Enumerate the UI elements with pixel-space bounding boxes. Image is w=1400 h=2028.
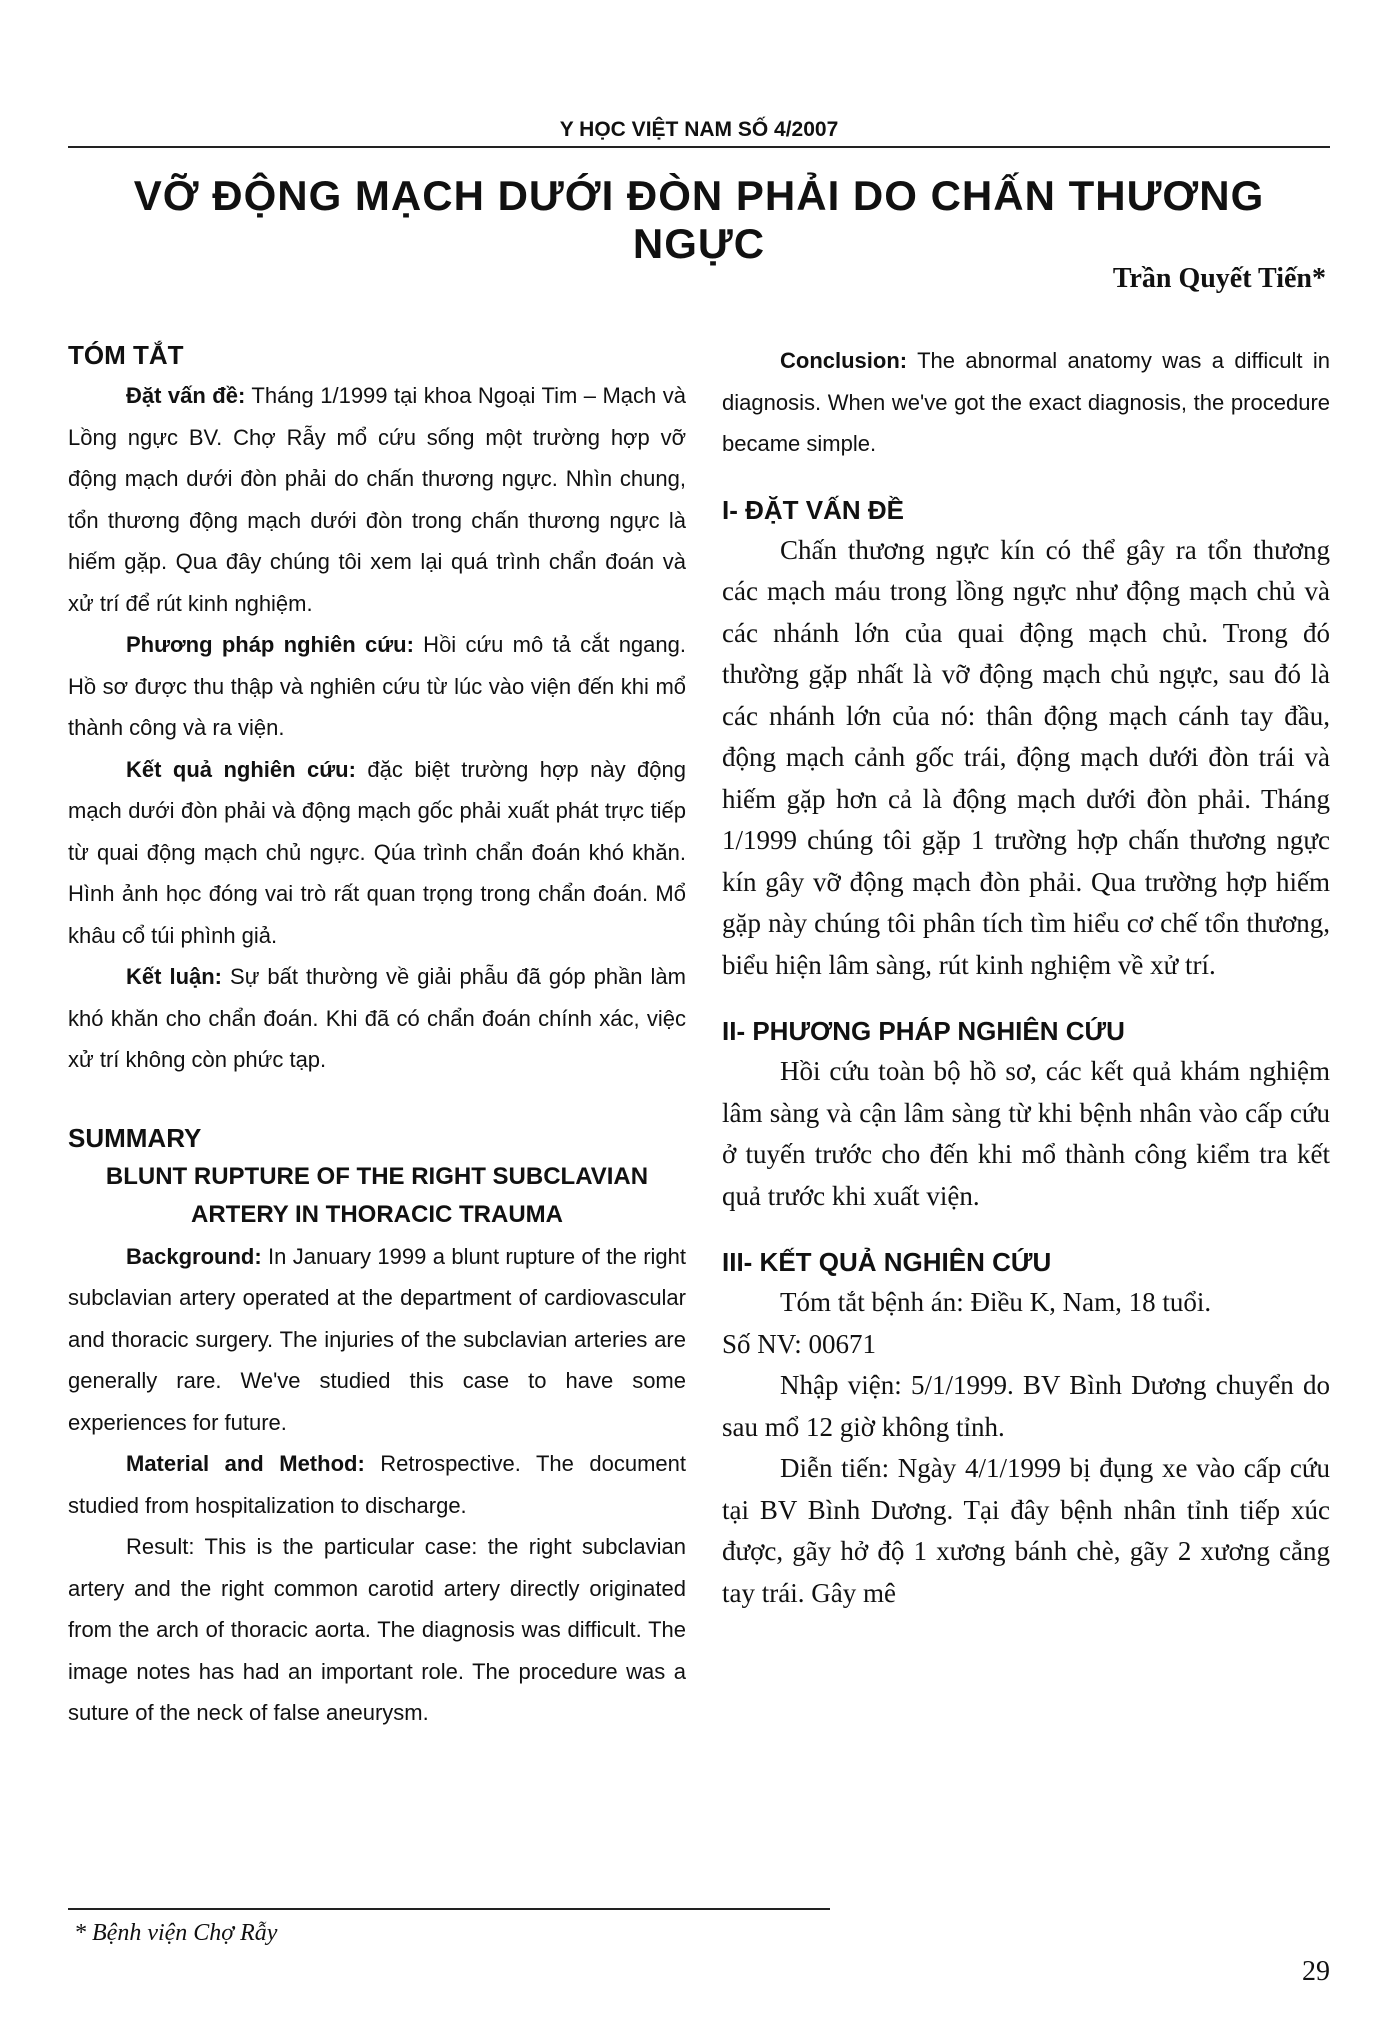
section-paragraph: Hồi cứu toàn bộ hồ sơ, các kết quả khám nghiệm lâm sàng và cận lâm sàng từ khi bệnh nhân vào cấp cứu ở tuyến trước cho đến khi mổ thành công kiểm tra kết quả trước khi xuất viện. — [722, 1056, 1330, 1211]
tomtat-label: Phương pháp nghiên cứu: — [126, 632, 414, 657]
tomtat-paragraph — [68, 624, 686, 749]
tomtat-label: Đặt vấn đề: — [126, 383, 246, 408]
tomtat-paragraph — [68, 956, 686, 1081]
summary-subtitle: BLUNT RUPTURE OF THE RIGHT SUBCLAVIAN ARTERY IN THORACIC TRAUMA — [105, 1162, 649, 1228]
tomtat-text: đặc biệt trường hợp này động mạch dưới đòn phải và động mạch gốc phải xuất phát trực tiếp từ quai động mạch chủ ngực. Qúa trình chẩn đoán khó khăn. Hình ảnh học đóng vai trò rất quan trọng trong chẩn đoán. Mổ khâu cổ túi phình giả. — [68, 756, 686, 948]
right-column — [722, 340, 1330, 1614]
section-paragraph: Nhập viện: 5/1/1999. BV Bình Dương chuyển do sau mổ 12 giờ không tỉnh. — [722, 1370, 1330, 1442]
section-heading: II- PHƯƠNG PHÁP NGHIÊN CỨU — [722, 1016, 1125, 1046]
tomtat-label: Kết luận: — [126, 964, 223, 989]
summary-text: In January 1999 a blunt rupture of the right subclavian artery operated at the department of cardiovascular and thoracic surgery. The injuries of the subclavian arteries are generally rare. We've studied this case to have some experiences for future. — [68, 1243, 686, 1435]
left-column — [68, 340, 686, 1734]
summary-paragraph — [722, 340, 1330, 465]
tomtat-text: Hồi cứu mô tả cắt ngang. Hồ sơ được thu thập và nghiên cứu từ lúc vào viện đến khi mổ thành công và ra viện. — [68, 632, 686, 740]
summary-label: Conclusion: — [780, 348, 908, 373]
summary-paragraph — [68, 1236, 686, 1444]
summary-label: Background: — [126, 1243, 262, 1269]
article-title: VỠ ĐỘNG MẠCH DƯỚI ĐÒN PHẢI DO CHẤN THƯƠNG NGỰC — [133, 172, 1265, 267]
summary-text: Retrospective. The document studied from hospitalization to discharge. — [68, 1451, 686, 1518]
section-paragraph: Chấn thương ngực kín có thể gây ra tổn thương các mạch máu trong lồng ngực như động mạch chủ và các nhánh lớn của quai động mạch chủ. Trong đó thường gặp nhất là vỡ động mạch chủ ngực, sau đó là các nhánh lớn của nó: thân động mạch cánh tay đầu, động mạch cảnh gốc trái, động mạch dưới đòn trái và hiếm gặp hơn cả là động mạch dưới đòn phải. Tháng 1/1999 chúng tôi gặp 1 trường hợp chấn thương ngực kín gây vỡ động mạch đòn phải. Qua trường hợp hiếm gặp này chúng tôi phân tích tìm hiểu cơ chế tổn thương, biểu hiện lâm sàng, rút kinh nghiệm về xử trí. — [722, 534, 1330, 980]
footnote: * Bệnh viện Chợ Rẫy — [74, 1920, 278, 1946]
summary-paragraph — [68, 1526, 686, 1734]
section-paragraph: Diễn tiến: Ngày 4/1/1999 bị đụng xe vào cấp cứu tại BV Bình Dương. Tại đây bệnh nhân tỉnh tiếp xúc được, gãy hở độ 1 xương bánh chè, gãy 2 xương cẳng tay trái. Gây mê — [722, 1453, 1330, 1608]
author-name: Trần Quyết Tiến* — [1112, 263, 1326, 294]
summary-heading: SUMMARY — [68, 1122, 202, 1153]
summary-paragraph — [68, 1443, 686, 1526]
summary-text: The abnormal anatomy was a difficult in diagnosis. When we've got the exact diagnosis, the procedure became simple. — [722, 348, 1330, 456]
tomtat-label: Kết quả nghiên cứu: — [126, 756, 356, 782]
tomtat-text: Sự bất thường về giải phẫu đã góp phần làm khó khăn cho chẩn đoán. Khi đã có chẩn đoán chính xác, việc xử trí không còn phức tạp. — [68, 964, 686, 1072]
tomtat-heading: TÓM TẮT — [68, 340, 184, 370]
section-heading: I- ĐẶT VẤN ĐỀ — [722, 494, 904, 525]
summary-text: This is the particular case: the right subclavian artery and the right common carotid artery directly originated from the arch of thoracic aorta. The diagnosis was difficult. The image notes has had an important role. The procedure was a suture of the neck of false aneurysm. — [68, 1534, 686, 1725]
tomtat-text: Tháng 1/1999 tại khoa Ngoại Tim – Mạch và Lồng ngực BV. Chợ Rẫy mổ cứu sống một trường hợp vỡ động mạch dưới đòn phải do chấn thương ngực. Nhìn chung, tổn thương động mạch dưới đòn trong chấn thương ngực là hiếm gặp. Qua đây chúng tôi xem lại quá trình chẩn đoán và xử trí để rút kinh nghiệm. — [68, 383, 686, 616]
section-paragraph: Tóm tắt bệnh án: Điều K, Nam, 18 tuổi. — [780, 1287, 1212, 1317]
summary-label: Result: — [126, 1534, 195, 1559]
tomtat-paragraph — [68, 749, 686, 957]
section-paragraph: Số NV: 00671 — [722, 1328, 877, 1359]
summary-label: Material and Method: — [126, 1451, 365, 1476]
page-number: 29 — [1302, 1956, 1330, 1987]
journal-header: Y HỌC VIỆT NAM SỐ 4/2007 — [68, 118, 1330, 148]
section-heading: III- KẾT QUẢ NGHIÊN CỨU — [722, 1247, 1052, 1277]
footnote-divider — [68, 1908, 830, 1910]
tomtat-paragraph — [68, 375, 686, 624]
